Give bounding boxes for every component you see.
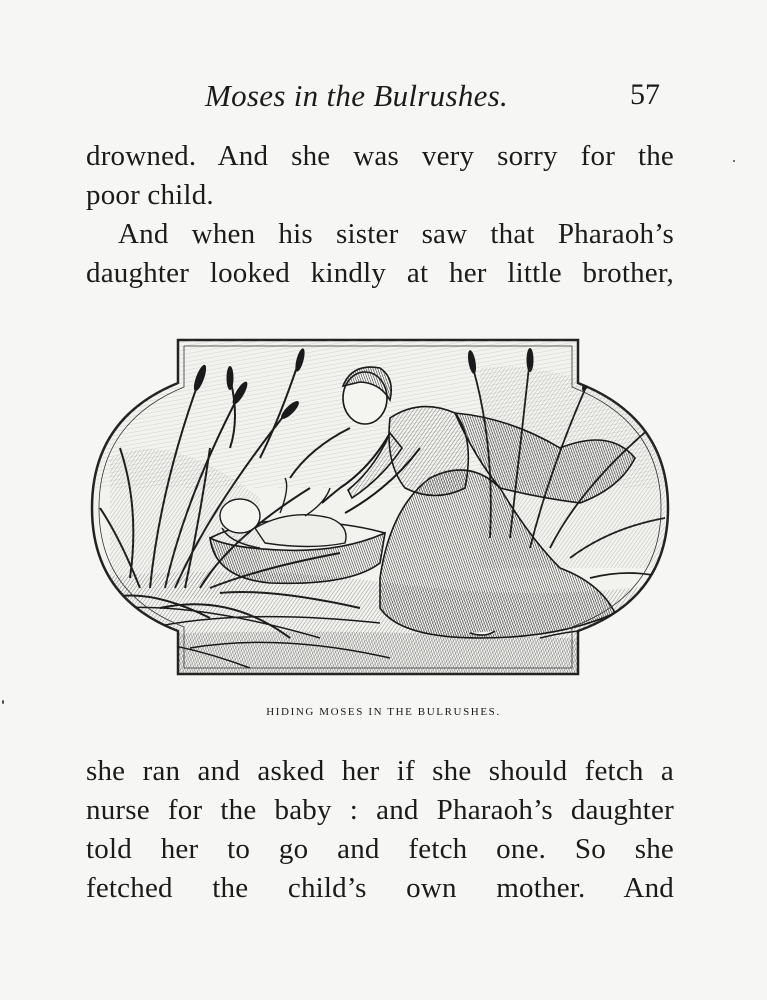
text-line: told her to go and fetch one. So she — [86, 833, 674, 865]
text-line: drowned. And she was very sorry for the — [86, 140, 674, 172]
illustration-caption: HIDING MOSES IN THE BULRUSHES. — [266, 706, 501, 718]
text-line: daughter looked kindly at her little brother, — [86, 257, 674, 289]
text-line: nurse for the baby : and Pharaoh’s daughter — [86, 794, 674, 826]
paper-speck — [733, 160, 735, 162]
running-title: Moses in the Bulrushes. — [205, 78, 509, 113]
text-line: poor child. — [86, 179, 214, 211]
running-head — [0, 78, 767, 122]
text-line: And when his sister saw that Pharaoh’s — [118, 218, 674, 250]
text-block-top — [86, 137, 674, 293]
text-line: she ran and asked her if she should fetch a — [86, 755, 674, 787]
paper-speck — [2, 700, 4, 704]
page-number: 57 — [630, 78, 660, 111]
text-line: fetched the child’s own mother. And — [86, 872, 674, 904]
text-block-bottom — [86, 752, 674, 908]
engraving-illustration — [90, 338, 670, 676]
